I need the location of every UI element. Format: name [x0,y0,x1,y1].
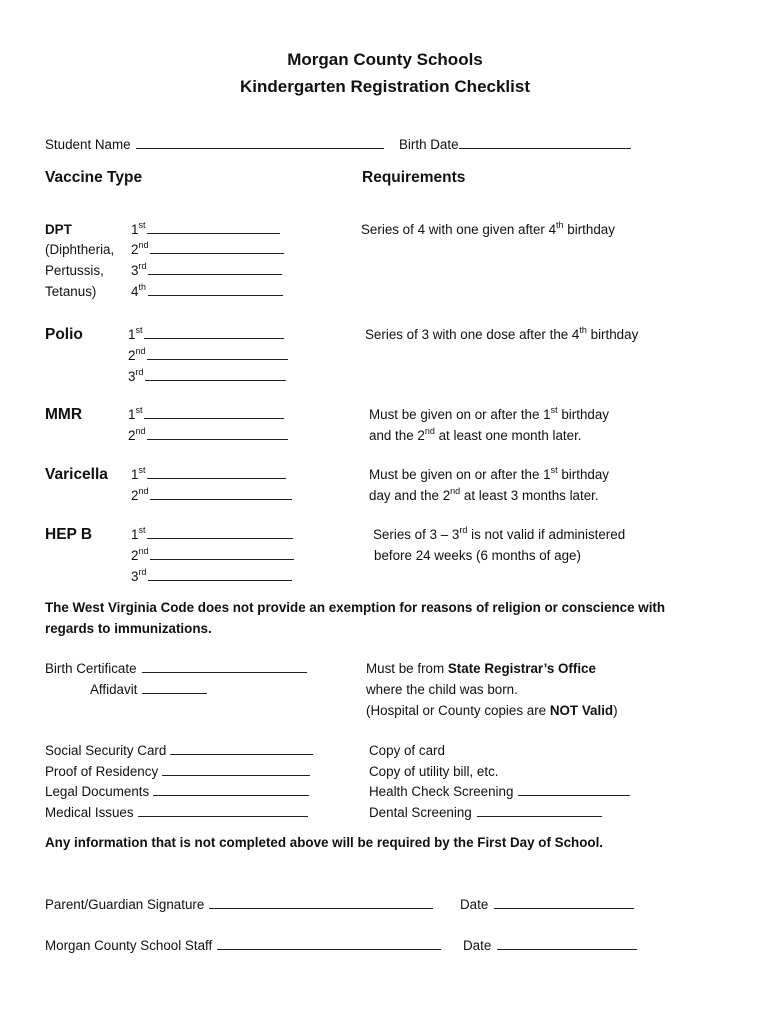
polio-dose-1: 1st [128,325,284,345]
dpt-dose-3-field[interactable] [148,262,282,275]
polio-dose-2: 2nd [128,346,288,366]
polio-dose-2-field[interactable] [147,347,288,360]
varicella-label: Varicella [45,466,108,483]
exemption-notice-line1: The West Virginia Code does not provide an exemption for reasons of religion or conscience with [45,600,666,615]
birth-date-row [399,135,631,155]
health-check-row: Health Check Screening [369,782,630,802]
dpt-dose-2-field[interactable] [150,241,284,254]
polio-dose-1-field[interactable] [144,326,284,339]
medical-issues-row: Medical Issues [45,803,308,823]
birth-certificate-requirement-3: (Hospital or County copies are NOT Valid) [366,703,618,718]
page-subtitle: Kindergarten Registration Checklist [239,77,530,96]
student-name-row [45,135,384,155]
dpt-label: DPT [45,222,72,237]
student-name-field[interactable] [136,136,384,149]
legal-documents-row: Legal Documents [45,782,309,802]
mmr-dose-2-field[interactable] [147,427,288,440]
mmr-label: MMR [45,406,83,423]
hepb-dose-2: 2nd [131,546,294,566]
staff-date-field[interactable] [497,937,637,950]
dpt-sub3: Tetanus) [45,284,97,299]
social-security-row: Social Security Card [45,741,313,761]
vaccine-type-header: Vaccine Type [45,169,143,186]
birth-date-field[interactable] [459,136,631,149]
mmr-requirement-1: Must be given on or after the 1st birthday [369,405,609,422]
birth-certificate-requirement-1: Must be from State Registrar’s Office [366,661,596,676]
copy-utility-bill: Copy of utility bill, etc. [369,764,499,779]
dpt-requirement: Series of 4 with one given after 4th birthday [361,220,615,237]
dental-screening-field[interactable] [477,804,602,817]
parent-date-row: Date [460,895,634,915]
hepb-dose-1: 1st [131,525,293,545]
birth-certificate-field[interactable] [142,660,307,673]
hepb-requirement-1: Series of 3 – 3rd is not valid if administered [373,525,626,542]
medical-issues-field[interactable] [138,804,308,817]
hepb-dose-3: 3rd [131,567,292,587]
hepb-label: HEP B [45,526,93,543]
social-security-field[interactable] [170,742,313,755]
varicella-requirement-1: Must be given on or after the 1st birthday [369,465,609,482]
varicella-dose-2-field[interactable] [150,487,292,500]
birth-certificate-requirement-2: where the child was born. [366,682,518,697]
polio-label: Polio [45,326,83,343]
dpt-dose-2: 2nd [131,240,284,260]
hepb-dose-1-field[interactable] [147,526,293,539]
dpt-dose-4-field[interactable] [148,283,283,296]
affidavit-field[interactable] [142,681,207,694]
health-check-field[interactable] [518,783,630,796]
parent-date-field[interactable] [494,896,634,909]
hepb-dose-2-field[interactable] [150,547,294,560]
parent-signature-field[interactable] [209,896,433,909]
varicella-requirement-2: day and the 2nd at least 3 months later. [369,486,599,503]
mmr-requirement-2: and the 2nd at least one month later. [369,426,582,443]
dpt-sub1: (Diphtheria, [45,242,115,257]
exemption-notice-line2: regards to immunizations. [45,621,212,636]
birth-certificate-row: Birth Certificate [45,659,307,679]
dpt-dose-1: 1st [131,220,280,240]
dpt-dose-1-field[interactable] [147,221,280,234]
page-title: Morgan County Schools [287,50,483,69]
mmr-dose-1: 1st [128,405,284,425]
requirements-header: Requirements [362,169,466,186]
birth-date-label: Birth Date [399,137,459,152]
student-name-label: Student Name [45,137,131,152]
dpt-dose-3: 3rd [131,261,282,281]
dpt-dose-4: 4th [131,282,283,302]
polio-dose-3-field[interactable] [145,368,286,381]
copy-of-card: Copy of card [369,743,445,758]
staff-signature-row: Morgan County School Staff [45,936,441,956]
mmr-dose-1-field[interactable] [144,406,284,419]
varicella-dose-1: 1st [131,465,286,485]
proof-residency-field[interactable] [162,763,310,776]
hepb-dose-3-field[interactable] [148,568,292,581]
affidavit-row: Affidavit [90,680,207,700]
final-notice: Any information that is not completed above will be required by the First Day of School. [45,835,604,850]
dpt-sub2: Pertussis, [45,263,104,278]
dental-screening-row: Dental Screening [369,803,602,823]
staff-signature-field[interactable] [217,937,441,950]
polio-requirement: Series of 3 with one dose after the 4th birthday [365,325,639,342]
staff-date-row: Date [463,936,637,956]
hepb-requirement-2: before 24 weeks (6 months of age) [374,548,581,563]
proof-residency-row: Proof of Residency [45,762,310,782]
mmr-dose-2: 2nd [128,426,288,446]
legal-documents-field[interactable] [153,783,309,796]
varicella-dose-2: 2nd [131,486,292,506]
parent-signature-row: Parent/Guardian Signature [45,895,433,915]
varicella-dose-1-field[interactable] [147,466,286,479]
polio-dose-3: 3rd [128,367,286,387]
